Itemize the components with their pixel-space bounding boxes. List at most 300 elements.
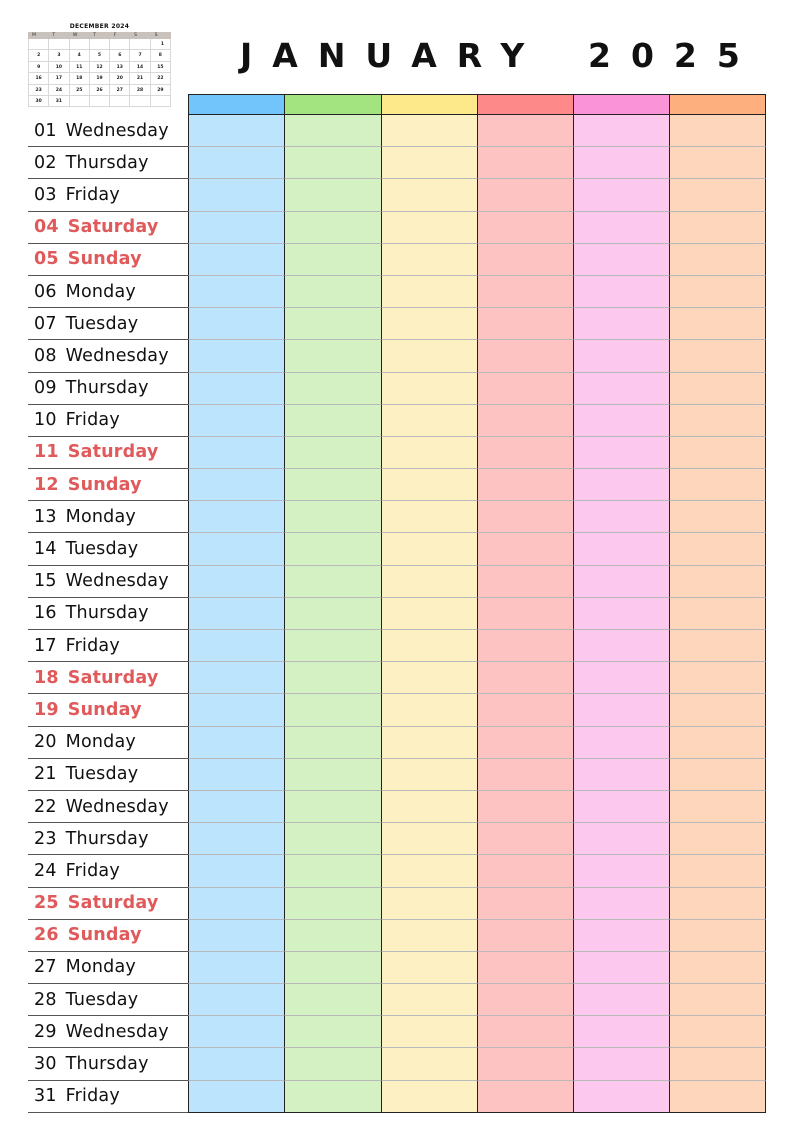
- planner-cell[interactable]: [381, 855, 477, 887]
- day-number: 14: [34, 539, 57, 560]
- planner-cell[interactable]: [284, 566, 380, 598]
- planner-cell[interactable]: [188, 147, 284, 179]
- planner-cell[interactable]: [669, 920, 765, 952]
- planner-cell[interactable]: [381, 823, 477, 855]
- day-number: 15: [34, 571, 57, 592]
- mini-day-cell: 20: [110, 73, 130, 84]
- day-label: [28, 373, 188, 405]
- planner-cell[interactable]: [669, 791, 765, 823]
- day-row: [28, 662, 767, 694]
- planner-cell[interactable]: [284, 147, 380, 179]
- planner-cell[interactable]: [669, 984, 765, 1016]
- planner-cell[interactable]: [381, 340, 477, 372]
- planner-cell[interactable]: [477, 308, 573, 340]
- planner-cell[interactable]: [573, 759, 669, 791]
- planner-cell[interactable]: [284, 501, 380, 533]
- day-row: [28, 630, 767, 662]
- planner-cell[interactable]: [381, 373, 477, 405]
- column-header-6[interactable]: [669, 94, 765, 115]
- planner-cell[interactable]: [188, 888, 284, 920]
- planner-cell[interactable]: [284, 694, 380, 726]
- day-row: [28, 244, 767, 276]
- planner-cell[interactable]: [188, 952, 284, 984]
- planner-cell[interactable]: [573, 276, 669, 308]
- column-header-3[interactable]: [381, 94, 477, 115]
- day-name: Friday: [65, 860, 120, 881]
- day-label: [28, 566, 188, 598]
- planner-cell[interactable]: [477, 598, 573, 630]
- planner-cell[interactable]: [669, 115, 765, 147]
- planner-cell[interactable]: [381, 276, 477, 308]
- planner-cell[interactable]: [188, 340, 284, 372]
- planner-cell[interactable]: [188, 630, 284, 662]
- planner-cell[interactable]: [477, 759, 573, 791]
- planner-cell[interactable]: [669, 244, 765, 276]
- day-label: [28, 1081, 188, 1113]
- planner-cell[interactable]: [669, 533, 765, 565]
- mini-day-cell: 18: [70, 73, 90, 84]
- planner-cell[interactable]: [477, 405, 573, 437]
- planner-cell[interactable]: [477, 630, 573, 662]
- planner-cell[interactable]: [573, 179, 669, 211]
- mini-day-cell: [130, 39, 150, 50]
- planner-cell[interactable]: [381, 179, 477, 211]
- day-number: 03: [34, 184, 57, 205]
- day-label: [28, 952, 188, 984]
- planner-cell[interactable]: [477, 533, 573, 565]
- day-number: 02: [34, 152, 57, 173]
- planner-cell[interactable]: [188, 759, 284, 791]
- mini-day-cell: [49, 39, 69, 50]
- day-label: [28, 533, 188, 565]
- planner-cell[interactable]: [188, 437, 284, 469]
- planner-cell[interactable]: [284, 179, 380, 211]
- planner-cell[interactable]: [669, 566, 765, 598]
- planner-cell[interactable]: [669, 212, 765, 244]
- planner-cell[interactable]: [477, 920, 573, 952]
- mini-day-cell: [110, 39, 130, 50]
- day-name: Saturday: [67, 667, 159, 688]
- day-name: Wednesday: [65, 1021, 169, 1042]
- planner-cell[interactable]: [477, 984, 573, 1016]
- planner-cell[interactable]: [284, 952, 380, 984]
- day-label: [28, 308, 188, 340]
- planner-cell[interactable]: [381, 791, 477, 823]
- day-name: Monday: [65, 506, 136, 527]
- planner-cell[interactable]: [381, 115, 477, 147]
- day-name: Friday: [65, 635, 120, 656]
- mini-weekday: F: [113, 33, 117, 38]
- planner-cell[interactable]: [381, 727, 477, 759]
- planner-cell[interactable]: [188, 373, 284, 405]
- mini-weekday: M: [32, 33, 36, 38]
- planner-cell[interactable]: [669, 823, 765, 855]
- day-number: 09: [34, 378, 57, 399]
- day-label: [28, 855, 188, 887]
- planner-cell[interactable]: [188, 566, 284, 598]
- planner-cell[interactable]: [381, 1048, 477, 1080]
- planner-cell[interactable]: [381, 437, 477, 469]
- day-name: Monday: [65, 281, 136, 302]
- planner-cell[interactable]: [669, 340, 765, 372]
- planner-cell[interactable]: [188, 244, 284, 276]
- planner-cell[interactable]: [381, 888, 477, 920]
- day-row: [28, 469, 767, 501]
- planner-cell[interactable]: [573, 791, 669, 823]
- planner-cell[interactable]: [188, 727, 284, 759]
- planner-cell[interactable]: [188, 533, 284, 565]
- mini-day-cell: 8: [151, 50, 171, 61]
- planner-cell[interactable]: [381, 1081, 477, 1113]
- planner-cell[interactable]: [284, 1048, 380, 1080]
- day-label: [28, 888, 188, 920]
- planner-cell[interactable]: [477, 1048, 573, 1080]
- planner-cell[interactable]: [188, 179, 284, 211]
- planner-cell[interactable]: [477, 179, 573, 211]
- planner-cell[interactable]: [477, 694, 573, 726]
- planner-cell[interactable]: [188, 662, 284, 694]
- planner-cell[interactable]: [669, 727, 765, 759]
- mini-calendar-title: DECEMBER 2024: [69, 23, 130, 30]
- day-name: Monday: [65, 957, 136, 978]
- planner-cell[interactable]: [284, 276, 380, 308]
- planner-cell[interactable]: [669, 630, 765, 662]
- day-number: 27: [34, 957, 57, 978]
- planner-cell[interactable]: [573, 888, 669, 920]
- planner-cell[interactable]: [381, 501, 477, 533]
- planner-cell[interactable]: [669, 1081, 765, 1113]
- day-name: Tuesday: [65, 539, 139, 560]
- planner-cell[interactable]: [669, 308, 765, 340]
- mini-day-cell: 17: [49, 73, 69, 84]
- planner-cell[interactable]: [284, 212, 380, 244]
- planner-cell[interactable]: [381, 1016, 477, 1048]
- planner-cell[interactable]: [188, 920, 284, 952]
- planner-cell[interactable]: [381, 147, 477, 179]
- planner-cell[interactable]: [381, 308, 477, 340]
- planner-cell[interactable]: [477, 501, 573, 533]
- planner-cell[interactable]: [573, 308, 669, 340]
- planner-cell[interactable]: [284, 1016, 380, 1048]
- day-row: [28, 533, 767, 565]
- planner-cell[interactable]: [284, 405, 380, 437]
- mini-day-cell: 15: [151, 62, 171, 73]
- mini-day-cell: 23: [29, 85, 49, 96]
- mini-day-cell: 30: [29, 96, 49, 107]
- planner-cell[interactable]: [188, 405, 284, 437]
- planner-cell[interactable]: [188, 984, 284, 1016]
- planner-cell[interactable]: [477, 115, 573, 147]
- day-row: [28, 212, 767, 244]
- planner-cell[interactable]: [477, 373, 573, 405]
- column-header-row: [28, 94, 767, 115]
- day-label: [28, 244, 188, 276]
- planner-cell[interactable]: [284, 598, 380, 630]
- planner-cell[interactable]: [284, 727, 380, 759]
- planner-cell[interactable]: [669, 437, 765, 469]
- planner-cell[interactable]: [477, 791, 573, 823]
- planner-cell[interactable]: [381, 598, 477, 630]
- planner-cell[interactable]: [477, 855, 573, 887]
- day-row: [28, 147, 767, 179]
- planner-cell[interactable]: [284, 308, 380, 340]
- day-number: 16: [34, 603, 57, 624]
- day-name: Wednesday: [65, 345, 169, 366]
- planner-cell[interactable]: [573, 244, 669, 276]
- day-row: [28, 1048, 767, 1080]
- planner-cell[interactable]: [284, 630, 380, 662]
- planner-cell[interactable]: [669, 694, 765, 726]
- planner-cell[interactable]: [284, 855, 380, 887]
- planner-cell[interactable]: [669, 147, 765, 179]
- mini-calendar-weekdays: [28, 32, 171, 39]
- planner-cell[interactable]: [477, 662, 573, 694]
- mini-day-cell: 1: [151, 39, 171, 50]
- day-number: 11: [34, 442, 59, 463]
- planner-cell[interactable]: [188, 1081, 284, 1113]
- day-name: Tuesday: [65, 764, 139, 785]
- planner-cell[interactable]: [573, 920, 669, 952]
- planner-cell[interactable]: [284, 340, 380, 372]
- planner-cell[interactable]: [669, 373, 765, 405]
- day-label: [28, 662, 188, 694]
- day-label: [28, 984, 188, 1016]
- planner-cell[interactable]: [284, 1081, 380, 1113]
- planner-cell[interactable]: [477, 340, 573, 372]
- planner-cell[interactable]: [381, 694, 477, 726]
- planner-cell[interactable]: [284, 662, 380, 694]
- day-number: 08: [34, 345, 57, 366]
- planner-cell[interactable]: [573, 147, 669, 179]
- column-header-4[interactable]: [477, 94, 573, 115]
- day-number: 30: [34, 1054, 57, 1075]
- day-label: [28, 1016, 188, 1048]
- planner-cell[interactable]: [284, 984, 380, 1016]
- planner-cell[interactable]: [477, 212, 573, 244]
- title-month: JANUARY: [240, 36, 545, 75]
- day-row: [28, 888, 767, 920]
- mini-day-cell: 31: [49, 96, 69, 107]
- planner-cell[interactable]: [573, 694, 669, 726]
- mini-day-cell: 10: [49, 62, 69, 73]
- planner-cell[interactable]: [573, 501, 669, 533]
- planner-cell[interactable]: [284, 244, 380, 276]
- day-name: Friday: [65, 184, 120, 205]
- planner-cell[interactable]: [188, 501, 284, 533]
- planner-cell[interactable]: [573, 1081, 669, 1113]
- planner-cell[interactable]: [669, 276, 765, 308]
- day-label: [28, 694, 188, 726]
- planner-cell[interactable]: [284, 115, 380, 147]
- planner-cell[interactable]: [573, 533, 669, 565]
- planner-cell[interactable]: [381, 244, 477, 276]
- planner-cell[interactable]: [669, 405, 765, 437]
- planner-cell[interactable]: [381, 952, 477, 984]
- planner-cell[interactable]: [381, 662, 477, 694]
- mini-weekday: T: [52, 33, 56, 38]
- planner-cell[interactable]: [188, 308, 284, 340]
- planner-cell[interactable]: [573, 662, 669, 694]
- planner-cell[interactable]: [573, 437, 669, 469]
- day-row: [28, 984, 767, 1016]
- day-name: Saturday: [67, 217, 159, 238]
- planner-cell[interactable]: [188, 212, 284, 244]
- mini-weekday: S: [154, 33, 158, 38]
- planner-cell[interactable]: [284, 920, 380, 952]
- day-number: 18: [34, 667, 59, 688]
- day-label: [28, 823, 188, 855]
- planner-cell[interactable]: [188, 469, 284, 501]
- planner-cell[interactable]: [573, 340, 669, 372]
- planner-cell[interactable]: [381, 469, 477, 501]
- planner-cell[interactable]: [573, 469, 669, 501]
- planner-cell[interactable]: [188, 694, 284, 726]
- planner-cell[interactable]: [477, 566, 573, 598]
- day-name: Wednesday: [65, 120, 169, 141]
- day-number: 10: [34, 410, 57, 431]
- mini-day-cell: 6: [110, 50, 130, 61]
- planner-cell[interactable]: [188, 1048, 284, 1080]
- planner-cell[interactable]: [669, 469, 765, 501]
- planner-cell[interactable]: [669, 888, 765, 920]
- planner-cell[interactable]: [284, 437, 380, 469]
- planner-cell[interactable]: [669, 179, 765, 211]
- mini-weekday: W: [72, 33, 78, 38]
- planner-cell[interactable]: [381, 984, 477, 1016]
- planner-cell[interactable]: [284, 823, 380, 855]
- day-number: 22: [34, 796, 57, 817]
- planner-cell[interactable]: [477, 1016, 573, 1048]
- planner-cell[interactable]: [573, 1016, 669, 1048]
- day-label: [28, 630, 188, 662]
- planner-cell[interactable]: [381, 759, 477, 791]
- planner-cell[interactable]: [188, 276, 284, 308]
- planner-cell[interactable]: [573, 984, 669, 1016]
- planner-cell[interactable]: [573, 630, 669, 662]
- planner-cell[interactable]: [669, 855, 765, 887]
- planner-cell[interactable]: [188, 823, 284, 855]
- day-number: 06: [34, 281, 57, 302]
- planner-cell[interactable]: [381, 212, 477, 244]
- day-row: [28, 340, 767, 372]
- planner-cell[interactable]: [284, 533, 380, 565]
- planner-cell[interactable]: [477, 952, 573, 984]
- planner-cell[interactable]: [573, 823, 669, 855]
- day-label: [28, 1048, 188, 1080]
- planner-cell[interactable]: [669, 1048, 765, 1080]
- mini-day-cell: 3: [49, 50, 69, 61]
- day-name: Sunday: [67, 925, 142, 946]
- planner-cell[interactable]: [573, 115, 669, 147]
- day-number: 25: [34, 893, 59, 914]
- planner-cell[interactable]: [477, 727, 573, 759]
- day-label: [28, 727, 188, 759]
- planner-cell[interactable]: [669, 952, 765, 984]
- planner-cell[interactable]: [477, 888, 573, 920]
- day-row: [28, 501, 767, 533]
- day-label: [28, 147, 188, 179]
- planner-cell[interactable]: [284, 759, 380, 791]
- planner-cell[interactable]: [477, 244, 573, 276]
- day-label: [28, 179, 188, 211]
- planner-cell[interactable]: [284, 373, 380, 405]
- planner-cell[interactable]: [669, 662, 765, 694]
- planner-cell[interactable]: [573, 855, 669, 887]
- planner-cell[interactable]: [573, 566, 669, 598]
- planner-cell[interactable]: [573, 1048, 669, 1080]
- day-label: [28, 598, 188, 630]
- day-row: [28, 855, 767, 887]
- planner-cell[interactable]: [381, 533, 477, 565]
- planner-cell[interactable]: [669, 1016, 765, 1048]
- day-label: [28, 920, 188, 952]
- planner-cell[interactable]: [188, 1016, 284, 1048]
- planner-cell[interactable]: [188, 855, 284, 887]
- planner-cell[interactable]: [381, 405, 477, 437]
- day-row: [28, 405, 767, 437]
- planner-cell[interactable]: [284, 791, 380, 823]
- planner-cell[interactable]: [284, 888, 380, 920]
- planner-grid: [28, 94, 767, 1113]
- day-name: Saturday: [67, 442, 159, 463]
- column-header-5[interactable]: [573, 94, 669, 115]
- planner-cell[interactable]: [188, 115, 284, 147]
- title-year: 2025: [588, 36, 760, 75]
- planner-cell[interactable]: [573, 727, 669, 759]
- planner-cell[interactable]: [669, 759, 765, 791]
- planner-cell[interactable]: [381, 920, 477, 952]
- planner-cell[interactable]: [573, 405, 669, 437]
- day-rows: [28, 115, 767, 1113]
- day-label: [28, 115, 188, 147]
- planner-cell[interactable]: [573, 373, 669, 405]
- day-name: Thursday: [65, 828, 149, 849]
- day-number: 24: [34, 860, 57, 881]
- planner-cell[interactable]: [477, 437, 573, 469]
- planner-cell[interactable]: [669, 598, 765, 630]
- planner-cell[interactable]: [381, 630, 477, 662]
- mini-day-cell: 9: [29, 62, 49, 73]
- mini-day-cell: 24: [49, 85, 69, 96]
- planner-cell[interactable]: [477, 147, 573, 179]
- mini-day-cell: 22: [151, 73, 171, 84]
- mini-day-cell: 21: [130, 73, 150, 84]
- planner-cell[interactable]: [477, 823, 573, 855]
- planner-cell[interactable]: [477, 276, 573, 308]
- day-name: Sunday: [67, 249, 142, 270]
- planner-cell[interactable]: [188, 598, 284, 630]
- planner-cell[interactable]: [284, 469, 380, 501]
- day-number: 12: [34, 474, 59, 495]
- planner-cell[interactable]: [477, 1081, 573, 1113]
- day-number: 26: [34, 925, 59, 946]
- day-name: Thursday: [65, 603, 149, 624]
- planner-cell[interactable]: [381, 566, 477, 598]
- column-header-1[interactable]: [188, 94, 284, 115]
- column-header-2[interactable]: [284, 94, 380, 115]
- day-label: [28, 437, 188, 469]
- day-name: Thursday: [65, 152, 149, 173]
- day-number: 13: [34, 506, 57, 527]
- planner-cell[interactable]: [573, 598, 669, 630]
- planner-cell[interactable]: [477, 469, 573, 501]
- header-spacer: [28, 94, 188, 115]
- planner-cell[interactable]: [188, 791, 284, 823]
- planner-cell[interactable]: [573, 212, 669, 244]
- page-title: [240, 36, 760, 76]
- planner-cell[interactable]: [669, 501, 765, 533]
- planner-cell[interactable]: [573, 952, 669, 984]
